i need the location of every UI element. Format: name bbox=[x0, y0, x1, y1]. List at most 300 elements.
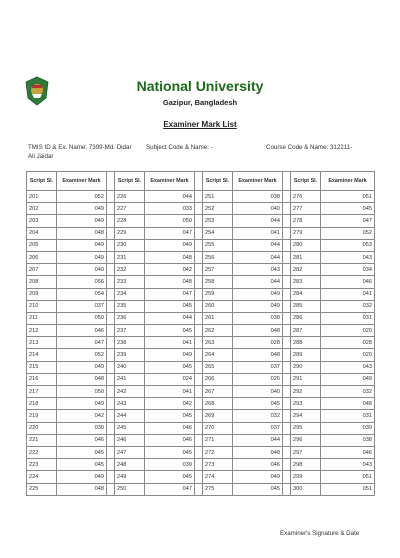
examiner-mark-cell: 048 bbox=[145, 276, 195, 288]
script-serial-cell: 236 bbox=[115, 312, 145, 324]
script-serial-cell: 250 bbox=[115, 483, 145, 495]
script-serial-cell: 212 bbox=[27, 325, 57, 337]
examiner-mark-cell: 040 bbox=[233, 203, 283, 215]
script-serial-cell: 228 bbox=[115, 215, 145, 227]
header-script: Script Sl. bbox=[27, 172, 57, 191]
script-serial-cell: 265 bbox=[203, 361, 233, 373]
column-gap bbox=[283, 361, 291, 373]
column-gap bbox=[107, 386, 115, 398]
column-gap bbox=[283, 300, 291, 312]
script-serial-cell: 219 bbox=[27, 410, 57, 422]
table-row bbox=[27, 215, 375, 227]
table-row bbox=[27, 337, 375, 349]
university-name: National University bbox=[136, 78, 264, 94]
university-location: Gazipur, Bangladesh bbox=[162, 98, 238, 107]
examiner-mark-cell: 045 bbox=[145, 325, 195, 337]
subject-info: Subject Code & Name: - bbox=[146, 144, 213, 151]
column-gap bbox=[195, 172, 203, 191]
script-serial-cell: 271 bbox=[203, 434, 233, 446]
examiner-mark-cell: 032 bbox=[321, 386, 375, 398]
column-gap bbox=[195, 251, 203, 263]
script-serial-cell: 299 bbox=[291, 471, 321, 483]
script-serial-cell: 295 bbox=[291, 422, 321, 434]
script-serial-cell: 209 bbox=[27, 288, 57, 300]
table-row bbox=[27, 325, 375, 337]
examiner-mark-cell: 052 bbox=[321, 227, 375, 239]
script-serial-cell: 204 bbox=[27, 227, 57, 239]
column-gap bbox=[107, 239, 115, 251]
table-row bbox=[27, 349, 375, 361]
examiner-mark-cell: 046 bbox=[57, 325, 107, 337]
script-serial-cell: 297 bbox=[291, 446, 321, 458]
column-gap bbox=[195, 325, 203, 337]
script-serial-cell: 293 bbox=[291, 398, 321, 410]
examiner-mark-cell: 037 bbox=[57, 300, 107, 312]
table-row bbox=[27, 239, 375, 251]
column-gap bbox=[195, 239, 203, 251]
examiner-mark-cell: 049 bbox=[233, 288, 283, 300]
column-gap bbox=[107, 288, 115, 300]
table-row bbox=[27, 446, 375, 458]
script-serial-cell: 274 bbox=[203, 471, 233, 483]
script-serial-cell: 260 bbox=[203, 300, 233, 312]
column-gap bbox=[195, 227, 203, 239]
examiner-mark-cell: 043 bbox=[321, 251, 375, 263]
script-serial-cell: 243 bbox=[115, 398, 145, 410]
script-serial-cell: 205 bbox=[27, 239, 57, 251]
script-serial-cell: 206 bbox=[27, 251, 57, 263]
column-gap bbox=[107, 203, 115, 215]
script-serial-cell: 252 bbox=[203, 203, 233, 215]
column-gap bbox=[107, 276, 115, 288]
table-row bbox=[27, 300, 375, 312]
examiner-mark-cell: 045 bbox=[233, 398, 283, 410]
examiner-mark-cell: 045 bbox=[57, 459, 107, 471]
column-gap bbox=[283, 264, 291, 276]
column-gap bbox=[283, 422, 291, 434]
column-gap bbox=[107, 251, 115, 263]
script-serial-cell: 296 bbox=[291, 434, 321, 446]
script-serial-cell: 290 bbox=[291, 361, 321, 373]
examiner-mark-cell: 049 bbox=[57, 471, 107, 483]
script-serial-cell: 211 bbox=[27, 312, 57, 324]
script-serial-cell: 246 bbox=[115, 434, 145, 446]
column-gap bbox=[195, 410, 203, 422]
table-row bbox=[27, 203, 375, 215]
column-gap bbox=[283, 337, 291, 349]
examiner-mark-cell: 049 bbox=[57, 239, 107, 251]
examiner-mark-cell: 041 bbox=[145, 337, 195, 349]
column-gap bbox=[107, 191, 115, 203]
marks-table bbox=[26, 171, 375, 496]
examiner-mark-cell: 038 bbox=[321, 434, 375, 446]
examiner-mark-cell: 049 bbox=[233, 471, 283, 483]
script-serial-cell: 247 bbox=[115, 446, 145, 458]
script-serial-cell: 229 bbox=[115, 227, 145, 239]
header-mark: Examiner Mark bbox=[233, 172, 283, 191]
script-serial-cell: 285 bbox=[291, 300, 321, 312]
examiner-mark-cell: 040 bbox=[233, 386, 283, 398]
examiner-mark-cell: 045 bbox=[321, 203, 375, 215]
script-serial-cell: 239 bbox=[115, 349, 145, 361]
examiner-mark-cell: 039 bbox=[321, 422, 375, 434]
script-serial-cell: 268 bbox=[203, 398, 233, 410]
examiner-mark-cell: 041 bbox=[321, 288, 375, 300]
script-serial-cell: 294 bbox=[291, 410, 321, 422]
column-gap bbox=[195, 276, 203, 288]
table-row bbox=[27, 434, 375, 446]
examiner-mark-cell: 044 bbox=[233, 276, 283, 288]
examiner-mark-cell: 048 bbox=[57, 227, 107, 239]
script-serial-cell: 275 bbox=[203, 483, 233, 495]
script-serial-cell: 213 bbox=[27, 337, 57, 349]
course-info: Course Code & Name: 312211- bbox=[266, 144, 353, 151]
column-gap bbox=[195, 215, 203, 227]
column-gap bbox=[107, 483, 115, 495]
examiner-mark-cell: 045 bbox=[145, 361, 195, 373]
script-serial-cell: 215 bbox=[27, 361, 57, 373]
table-row bbox=[27, 422, 375, 434]
examiner-mark-cell: 041 bbox=[233, 227, 283, 239]
column-gap bbox=[195, 386, 203, 398]
examiner-mark-cell: 046 bbox=[233, 459, 283, 471]
script-serial-cell: 251 bbox=[203, 191, 233, 203]
examiner-mark-cell: 046 bbox=[145, 422, 195, 434]
script-serial-cell: 270 bbox=[203, 422, 233, 434]
column-gap bbox=[283, 312, 291, 324]
examiner-mark-cell: 043 bbox=[321, 361, 375, 373]
table-row bbox=[27, 373, 375, 385]
script-serial-cell: 286 bbox=[291, 312, 321, 324]
column-gap bbox=[195, 349, 203, 361]
script-serial-cell: 287 bbox=[291, 325, 321, 337]
column-gap bbox=[283, 172, 291, 191]
examiner-mark-cell: 046 bbox=[57, 434, 107, 446]
examiner-mark-cell: 056 bbox=[57, 276, 107, 288]
script-serial-cell: 261 bbox=[203, 312, 233, 324]
examiner-mark-cell: 030 bbox=[57, 422, 107, 434]
column-gap bbox=[283, 227, 291, 239]
script-serial-cell: 266 bbox=[203, 373, 233, 385]
column-gap bbox=[107, 215, 115, 227]
header-script: Script Sl. bbox=[291, 172, 321, 191]
examiner-mark-cell: 047 bbox=[321, 215, 375, 227]
examiner-mark-cell: 045 bbox=[57, 446, 107, 458]
examiner-mark-cell: 042 bbox=[145, 264, 195, 276]
examiner-mark-cell: 045 bbox=[145, 471, 195, 483]
script-serial-cell: 278 bbox=[291, 215, 321, 227]
table-row bbox=[27, 251, 375, 263]
column-gap bbox=[283, 398, 291, 410]
examiner-mark-cell: 054 bbox=[57, 288, 107, 300]
script-serial-cell: 249 bbox=[115, 471, 145, 483]
script-serial-cell: 291 bbox=[291, 373, 321, 385]
table-row bbox=[27, 227, 375, 239]
examiner-mark-cell: 051 bbox=[321, 483, 375, 495]
examiner-mark-cell: 028 bbox=[233, 337, 283, 349]
examiner-mark-cell: 043 bbox=[233, 264, 283, 276]
column-gap bbox=[283, 471, 291, 483]
examiner-mark-cell: 050 bbox=[145, 215, 195, 227]
examiner-mark-cell: 020 bbox=[321, 349, 375, 361]
examiner-mark-cell: 037 bbox=[233, 361, 283, 373]
examiner-mark-cell: 045 bbox=[145, 300, 195, 312]
column-gap bbox=[107, 398, 115, 410]
column-gap bbox=[283, 349, 291, 361]
examiner-mark-cell: 044 bbox=[233, 239, 283, 251]
examiner-mark-cell: 049 bbox=[57, 203, 107, 215]
column-gap bbox=[107, 422, 115, 434]
examiner-signature-label: Examiner's Signature & Date bbox=[280, 530, 360, 537]
script-serial-cell: 279 bbox=[291, 227, 321, 239]
column-gap bbox=[107, 312, 115, 324]
table-header-row bbox=[27, 172, 375, 191]
table-row bbox=[27, 312, 375, 324]
column-gap bbox=[107, 361, 115, 373]
column-gap bbox=[283, 373, 291, 385]
script-serial-cell: 232 bbox=[115, 264, 145, 276]
examiner-mark-cell: 045 bbox=[233, 483, 283, 495]
script-serial-cell: 272 bbox=[203, 446, 233, 458]
examiner-mark-cell: 048 bbox=[233, 446, 283, 458]
script-serial-cell: 227 bbox=[115, 203, 145, 215]
examiner-mark-cell: 045 bbox=[145, 446, 195, 458]
column-gap bbox=[283, 215, 291, 227]
examiner-mark-cell: 049 bbox=[145, 349, 195, 361]
examiner-mark-cell: 048 bbox=[57, 373, 107, 385]
header-script: Script Sl. bbox=[203, 172, 233, 191]
column-gap bbox=[195, 398, 203, 410]
examiner-mark-cell: 049 bbox=[145, 239, 195, 251]
script-serial-cell: 258 bbox=[203, 276, 233, 288]
column-gap bbox=[107, 172, 115, 191]
script-serial-cell: 238 bbox=[115, 337, 145, 349]
examiner-mark-cell: 039 bbox=[145, 459, 195, 471]
script-serial-cell: 224 bbox=[27, 471, 57, 483]
table-row bbox=[27, 276, 375, 288]
column-gap bbox=[283, 288, 291, 300]
examiner-mark-cell: 048 bbox=[321, 398, 375, 410]
examiner-mark-cell: 041 bbox=[145, 386, 195, 398]
marks-table-body bbox=[27, 191, 375, 496]
script-serial-cell: 230 bbox=[115, 239, 145, 251]
examiner-mark-cell: 034 bbox=[321, 264, 375, 276]
script-serial-cell: 254 bbox=[203, 227, 233, 239]
column-gap bbox=[283, 239, 291, 251]
examiner-mark-cell: 026 bbox=[233, 373, 283, 385]
script-serial-cell: 207 bbox=[27, 264, 57, 276]
column-gap bbox=[107, 471, 115, 483]
examiner-mark-cell: 047 bbox=[57, 337, 107, 349]
examiner-mark-cell: 048 bbox=[233, 349, 283, 361]
script-serial-cell: 256 bbox=[203, 251, 233, 263]
script-serial-cell: 273 bbox=[203, 459, 233, 471]
script-serial-cell: 201 bbox=[27, 191, 57, 203]
column-gap bbox=[283, 325, 291, 337]
examiner-mark-cell: 047 bbox=[145, 483, 195, 495]
table-row bbox=[27, 191, 375, 203]
examiner-mark-cell: 046 bbox=[321, 446, 375, 458]
script-serial-cell: 237 bbox=[115, 325, 145, 337]
column-gap bbox=[195, 191, 203, 203]
script-serial-cell: 208 bbox=[27, 276, 57, 288]
examiner-mark-cell: 044 bbox=[145, 312, 195, 324]
table-row bbox=[27, 386, 375, 398]
column-gap bbox=[283, 191, 291, 203]
column-gap bbox=[195, 483, 203, 495]
script-serial-cell: 255 bbox=[203, 239, 233, 251]
table-row bbox=[27, 471, 375, 483]
script-serial-cell: 233 bbox=[115, 276, 145, 288]
script-serial-cell: 223 bbox=[27, 459, 57, 471]
column-gap bbox=[195, 300, 203, 312]
column-gap bbox=[195, 337, 203, 349]
column-gap bbox=[107, 349, 115, 361]
examiner-mark-cell: 046 bbox=[145, 434, 195, 446]
script-serial-cell: 225 bbox=[27, 483, 57, 495]
table-row bbox=[27, 483, 375, 495]
table-row bbox=[27, 264, 375, 276]
examiner-mark-cell: 044 bbox=[233, 434, 283, 446]
column-gap bbox=[195, 434, 203, 446]
column-gap bbox=[107, 227, 115, 239]
column-gap bbox=[283, 203, 291, 215]
script-serial-cell: 281 bbox=[291, 251, 321, 263]
column-gap bbox=[107, 337, 115, 349]
script-serial-cell: 284 bbox=[291, 288, 321, 300]
column-gap bbox=[283, 276, 291, 288]
script-serial-cell: 289 bbox=[291, 349, 321, 361]
column-gap bbox=[195, 361, 203, 373]
script-serial-cell: 235 bbox=[115, 300, 145, 312]
script-serial-cell: 282 bbox=[291, 264, 321, 276]
header-mark: Examiner Mark bbox=[57, 172, 107, 191]
column-gap bbox=[195, 203, 203, 215]
script-serial-cell: 240 bbox=[115, 361, 145, 373]
script-serial-cell: 257 bbox=[203, 264, 233, 276]
column-gap bbox=[283, 459, 291, 471]
examiner-mark-cell: 049 bbox=[233, 300, 283, 312]
document-title: Examiner Mark List bbox=[163, 120, 237, 129]
table-row bbox=[27, 410, 375, 422]
script-serial-cell: 292 bbox=[291, 386, 321, 398]
header-mark: Examiner Mark bbox=[321, 172, 375, 191]
script-serial-cell: 283 bbox=[291, 276, 321, 288]
column-gap bbox=[283, 483, 291, 495]
script-serial-cell: 214 bbox=[27, 349, 57, 361]
column-gap bbox=[195, 459, 203, 471]
column-gap bbox=[283, 386, 291, 398]
examiner-mark-cell: 046 bbox=[321, 276, 375, 288]
examiner-mark-cell: 049 bbox=[57, 251, 107, 263]
script-serial-cell: 300 bbox=[291, 483, 321, 495]
examiner-mark-cell: 032 bbox=[321, 300, 375, 312]
script-serial-cell: 221 bbox=[27, 434, 57, 446]
examiner-mark-cell: 038 bbox=[233, 312, 283, 324]
examiner-mark-cell: 049 bbox=[57, 398, 107, 410]
examiner-mark-cell: 048 bbox=[233, 325, 283, 337]
table-row bbox=[27, 288, 375, 300]
column-gap bbox=[195, 471, 203, 483]
examiner-mark-cell: 031 bbox=[321, 312, 375, 324]
column-gap bbox=[283, 251, 291, 263]
examiner-mark-cell: 051 bbox=[321, 471, 375, 483]
examiner-mark-cell: 045 bbox=[145, 410, 195, 422]
script-serial-cell: 267 bbox=[203, 386, 233, 398]
column-gap bbox=[195, 312, 203, 324]
examiner-mark-cell: 052 bbox=[57, 349, 107, 361]
column-gap bbox=[107, 446, 115, 458]
script-serial-cell: 218 bbox=[27, 398, 57, 410]
examiner-mark-cell: 032 bbox=[233, 410, 283, 422]
examiner-mark-cell: 042 bbox=[57, 410, 107, 422]
script-serial-cell: 259 bbox=[203, 288, 233, 300]
column-gap bbox=[195, 373, 203, 385]
script-serial-cell: 242 bbox=[115, 386, 145, 398]
script-serial-cell: 253 bbox=[203, 215, 233, 227]
examiner-mark-cell: 020 bbox=[321, 325, 375, 337]
examiner-mark-cell: 028 bbox=[321, 337, 375, 349]
script-serial-cell: 216 bbox=[27, 373, 57, 385]
examiner-mark-cell: 049 bbox=[57, 361, 107, 373]
script-serial-cell: 269 bbox=[203, 410, 233, 422]
column-gap bbox=[107, 373, 115, 385]
script-serial-cell: 234 bbox=[115, 288, 145, 300]
column-gap bbox=[283, 410, 291, 422]
script-serial-cell: 202 bbox=[27, 203, 57, 215]
script-serial-cell: 241 bbox=[115, 373, 145, 385]
script-serial-cell: 262 bbox=[203, 325, 233, 337]
table-row bbox=[27, 459, 375, 471]
script-serial-cell: 244 bbox=[115, 410, 145, 422]
column-gap bbox=[195, 288, 203, 300]
script-serial-cell: 280 bbox=[291, 239, 321, 251]
tmis-examiner-info: TMIS ID & Ex. Name: 7399-Md. Didar Ali Jaidar bbox=[28, 144, 132, 160]
examiner-mark-cell: 047 bbox=[145, 288, 195, 300]
column-gap bbox=[195, 264, 203, 276]
examiner-mark-cell: 051 bbox=[321, 191, 375, 203]
column-gap bbox=[195, 422, 203, 434]
examiner-mark-cell: 047 bbox=[145, 227, 195, 239]
column-gap bbox=[107, 325, 115, 337]
header-script: Script Sl. bbox=[115, 172, 145, 191]
header-mark: Examiner Mark bbox=[145, 172, 195, 191]
examiner-mark-cell: 050 bbox=[57, 386, 107, 398]
examiner-mark-cell: 031 bbox=[321, 410, 375, 422]
script-serial-cell: 217 bbox=[27, 386, 57, 398]
script-serial-cell: 210 bbox=[27, 300, 57, 312]
examiner-mark-cell: 048 bbox=[145, 251, 195, 263]
examiner-mark-cell: 044 bbox=[233, 251, 283, 263]
column-gap bbox=[107, 410, 115, 422]
examiner-mark-cell: 033 bbox=[145, 203, 195, 215]
column-gap bbox=[195, 446, 203, 458]
script-serial-cell: 263 bbox=[203, 337, 233, 349]
script-serial-cell: 245 bbox=[115, 422, 145, 434]
examiner-mark-cell: 049 bbox=[321, 373, 375, 385]
examiner-mark-cell: 053 bbox=[321, 239, 375, 251]
script-serial-cell: 226 bbox=[115, 191, 145, 203]
script-serial-cell: 288 bbox=[291, 337, 321, 349]
examiner-mark-cell: 024 bbox=[145, 373, 195, 385]
column-gap bbox=[283, 446, 291, 458]
examiner-mark-cell: 044 bbox=[233, 215, 283, 227]
examiner-mark-cell: 049 bbox=[57, 215, 107, 227]
script-serial-cell: 277 bbox=[291, 203, 321, 215]
script-serial-cell: 276 bbox=[291, 191, 321, 203]
examiner-mark-cell: 050 bbox=[57, 312, 107, 324]
column-gap bbox=[107, 300, 115, 312]
